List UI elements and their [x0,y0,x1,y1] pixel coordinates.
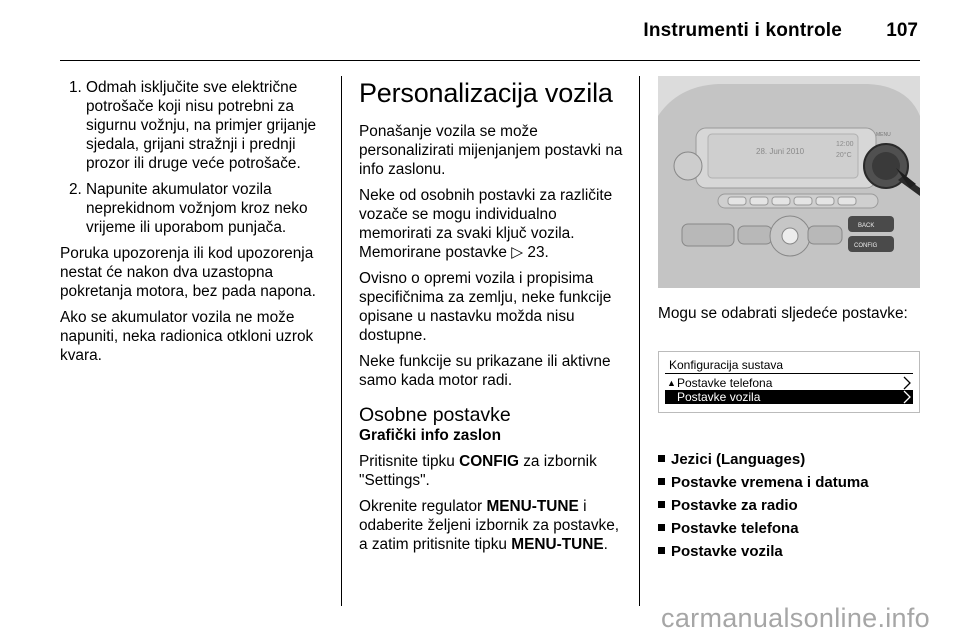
paragraph [359,186,625,262]
screen-title-rule [665,373,913,374]
section-heading: Personalizacija vozila [359,78,613,108]
bullet-square-icon [658,501,665,508]
config-label: CONFIG [854,243,878,249]
menu-row[interactable] [665,376,913,390]
chevron-right-icon [903,390,911,404]
paragraph: Neke funkcije su prikazane ili aktivne samo kada motor radi. [359,353,611,389]
option-label: Postavke za radio [671,497,798,514]
option-label: Postavke vozila [671,543,783,560]
list-item [658,542,869,565]
paragraph [359,452,625,490]
page-reference[interactable]: 23. [527,244,549,261]
subsection-heading: Osobne postavke [359,404,511,426]
menu-row-selected[interactable] [665,390,913,404]
option-label: Jezici (Languages) [671,451,806,468]
list-text: Odmah isključite sve električne potrošače koji nisu potrebni za sigurnu vožnju, na primjer grijanje sjedala, grijani stražnji i prednji prozor ili druge veće potrošače. [86,79,317,172]
config-menu-screen [658,351,920,413]
option-label: Postavke telefona [671,520,799,537]
menu-tune-label: MENU-TUNE [511,536,604,553]
list-text: Napunite akumulator vozila neprekidnom vožnjom kroz neko vrijeme ili uporabom punjača. [86,181,308,236]
paragraph: Ako se akumulator vozila ne može napuniti, neka radionica otkloni uzrok kvara. [60,309,314,364]
column-1 [60,78,328,372]
caption: Mogu se odabrati sljedeće postavke: [658,305,908,322]
paragraph [359,497,625,554]
column-divider-2 [639,76,640,606]
menu-row-label: Postavke telefona [677,376,773,390]
display-date: 28. Juni 2010 [756,147,805,156]
page-number: 107 [886,20,918,41]
scroll-up-icon: ▲ [667,378,676,388]
text: Okrenite regulator [359,498,483,515]
chevron-right-icon [903,376,911,390]
bullet-square-icon [658,524,665,531]
bullet-square-icon [658,455,665,462]
infotainment-panel-photo [658,76,920,288]
list-number: 1. [69,79,82,96]
header-rule [60,60,920,61]
column-2 [359,78,625,561]
column-divider-1 [341,76,342,606]
display-time: 12:00 [836,141,854,148]
paragraph: Ponašanje vozila se može personalizirati mijenjanjem postavki na info zaslonu. [359,123,623,178]
list-item [60,180,328,237]
infotainment-panel-illustration [658,76,920,288]
back-label: BACK [858,223,875,229]
list-item [60,78,328,173]
list-item [658,496,869,519]
text: za izbornik "Settings". [359,453,597,489]
text: Pritisnite tipku [359,453,455,470]
sub-subsection-heading: Grafički info zaslon [359,427,501,444]
menu-label: MENU [876,132,891,138]
triangle-right-icon: ▷ [511,244,524,261]
config-key-label: CONFIG [459,453,519,470]
list-number: 2. [69,181,82,198]
paragraph-text: Neke od osobnih postavki za različite vozače se mogu individualno memorirati za svaki ključ vozila. Memorirane postavke [359,187,613,261]
text: i odaberite željeni izbornik za postavke, a zatim pritisnite tipku [359,498,620,553]
settings-options-list [658,450,869,565]
menu-row-label: Postavke vozila [677,390,761,404]
header-title: Instrumenti i kontrole [643,20,842,41]
numbered-list [60,78,328,237]
menu-tune-label: MENU-TUNE [486,498,579,515]
paragraph: Ovisno o opremi vozila i propisima specifičnima za zemlju, neke funkcije opisane u nastavku možda nisu dostupne. [359,270,612,344]
bullet-square-icon [658,478,665,485]
paragraph: Poruka upozorenja ili kod upozorenja nestat će nakon dva uzastopna pokretanja motora, bez pada napona. [60,245,316,300]
list-item [658,473,869,496]
option-label: Postavke vremena i datuma [671,474,869,491]
display-temp: 20°C [836,152,852,159]
list-item [658,450,869,473]
bullet-square-icon [658,547,665,554]
photo-caption-block [658,304,924,330]
list-item [658,519,869,542]
text: . [603,536,608,553]
watermark: carmanualsonline.info [661,603,930,633]
screen-title: Konfiguracija sustava [669,358,784,372]
